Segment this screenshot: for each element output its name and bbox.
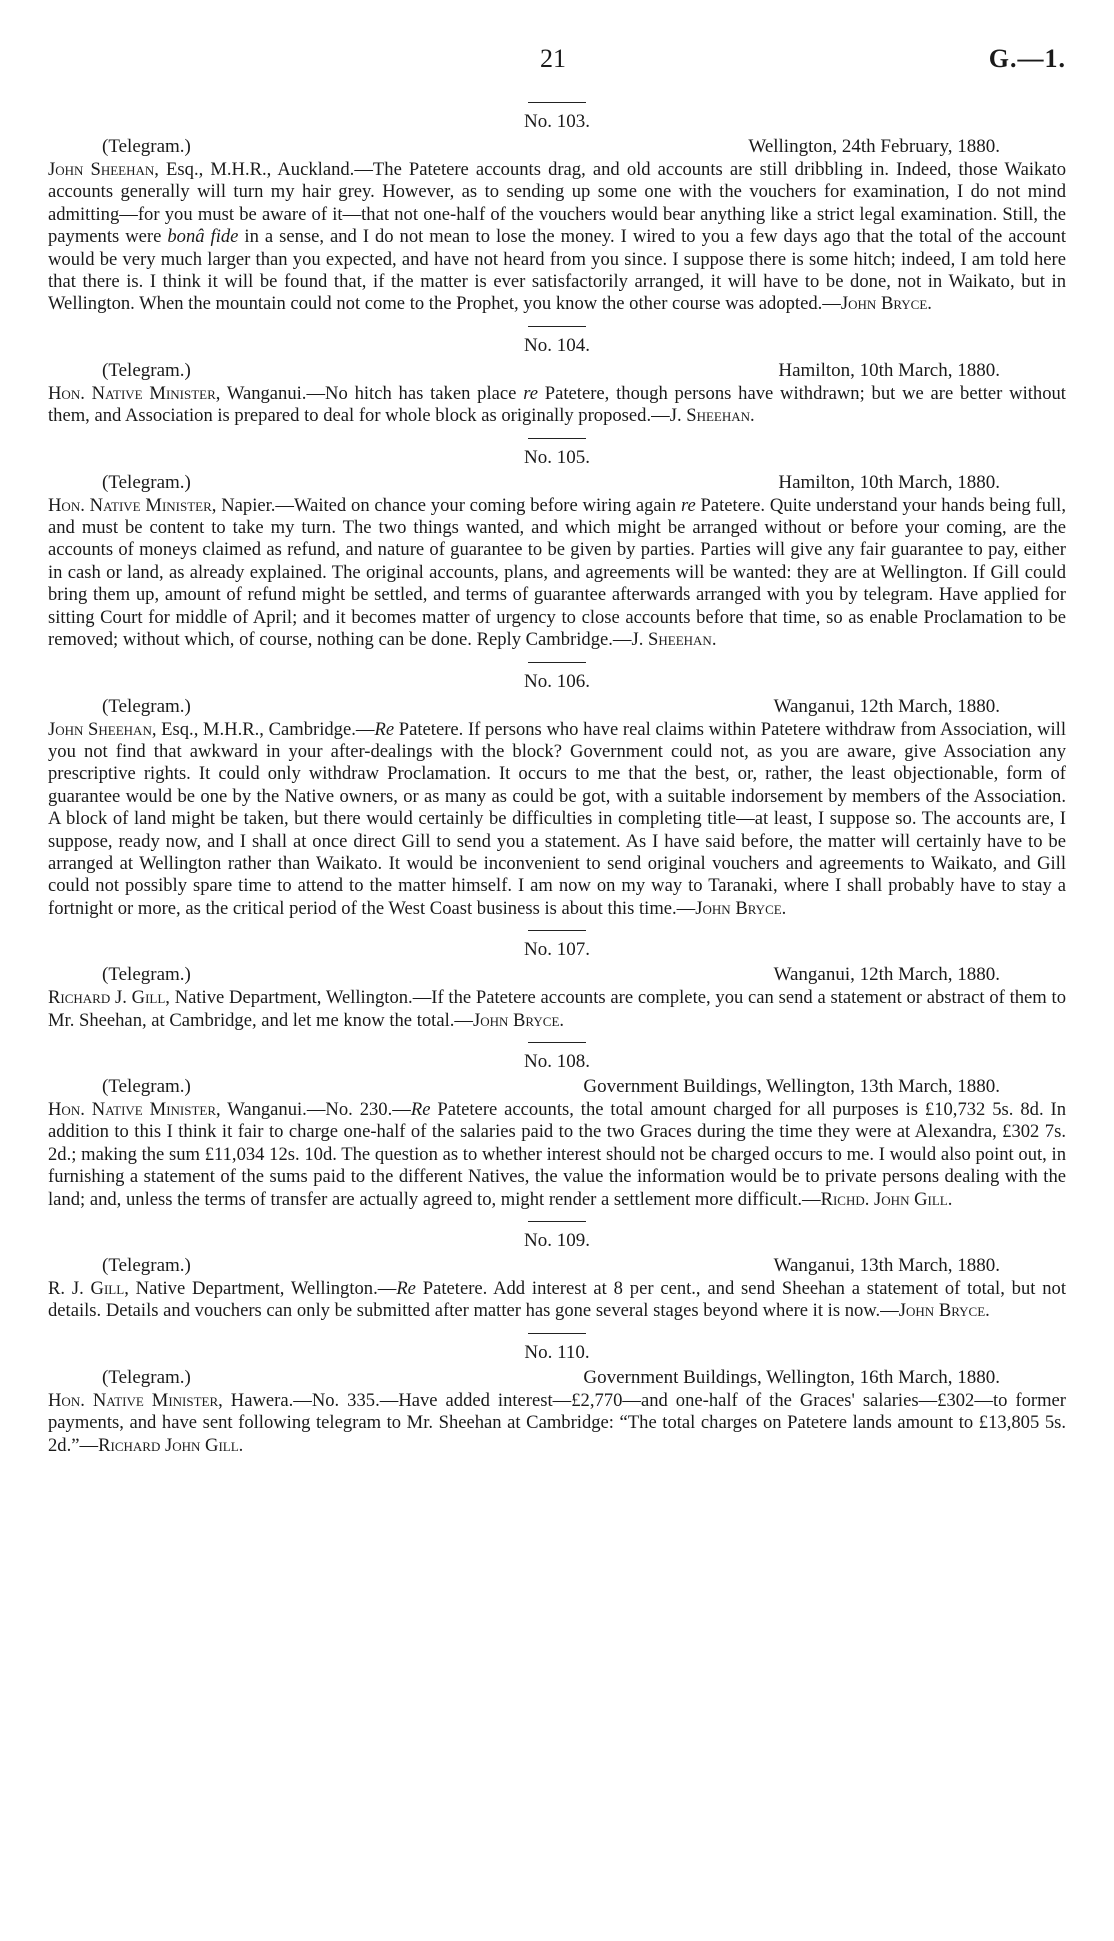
entry-place-date: Hamilton, 10th March, 1880.: [778, 359, 1000, 381]
entry-kind: (Telegram.): [102, 1255, 191, 1276]
entry-number: No. 110.: [524, 1341, 590, 1363]
entry-number: No. 105.: [524, 446, 590, 468]
italic-text: re: [523, 382, 538, 404]
entry-body: [48, 1278, 1066, 1323]
entry-number: No. 103.: [524, 111, 590, 132]
addressee: John Sheehan: [48, 159, 155, 180]
telegram-entry: [48, 102, 1066, 316]
entry-number: No. 106.: [524, 670, 590, 692]
telegram-entry: [48, 930, 1066, 1032]
entry-kind: (Telegram.): [102, 471, 191, 493]
addressee: Richard J. Gill: [48, 987, 166, 1009]
body-text: , Hawera.—No. 335.—Have added interest—£2,770—and one-half of the Graces' salaries—£302—to former payments, and have sent following telegram to Mr. Sheehan at Cambridge: “The total charges on Patetere lands amount to £13,805 5s. 2d.”—: [48, 1389, 1066, 1456]
signature: John Bryce.: [898, 1300, 990, 1322]
entry-kind: (Telegram.): [102, 136, 191, 157]
italic-text: Re: [374, 718, 395, 740]
entry-body: [48, 159, 1066, 316]
entry-heading: [48, 963, 1066, 987]
separator-rule: [528, 326, 586, 327]
page-header: [0, 36, 1114, 76]
separator-rule: [528, 930, 586, 931]
entry-place-date: Hamilton, 10th March, 1880.: [778, 471, 1000, 493]
telegram-entry: [48, 1042, 1066, 1211]
body-text: in a sense, and I do not mean to lose the money. I wired to you a few days ago that the total of the account would be very much larger than you expected, and have not heard from you since. I suppose there is some hitch; indeed, I am told here that there is. I think it will be found that, if the matter is ever satisfactorily arranged, it will have to be done, not in Waikato, but in Wellington. When the mountain could not come to the Prophet, you know the other course was adopted.—: [48, 226, 1067, 315]
entry-kind: (Telegram.): [102, 964, 191, 986]
addressee: Hon. Native Minister: [48, 1389, 219, 1411]
telegram-entry: [48, 1221, 1066, 1323]
telegram-entry: [48, 662, 1066, 921]
entry-heading: [48, 471, 1066, 495]
document-reference: G.—1.: [988, 44, 1066, 73]
entry-body: [48, 1099, 1066, 1211]
addressee: R. J. Gill: [48, 1278, 125, 1299]
separator-rule: [528, 1042, 586, 1043]
signature: Richd. John Gill.: [820, 1188, 953, 1210]
separator-rule: [528, 1333, 586, 1334]
signature: John Bryce.: [695, 897, 787, 919]
entry-heading: [48, 1366, 1066, 1390]
entry-body: [48, 987, 1066, 1032]
body-text: , Wanganui.—No. 230.—: [216, 1098, 411, 1120]
italic-text: re: [680, 494, 696, 516]
entry-heading: [48, 1075, 1066, 1099]
body-text: , Native Department, Wellington.—If the Patetere accounts are complete, you can send a statement or abstract of them to Mr. Sheehan, at Cambridge, and let me know the total.—: [48, 987, 1066, 1031]
signature: Richard John Gill.: [98, 1434, 244, 1456]
separator-rule: [528, 102, 586, 103]
signature: J. Sheehan.: [631, 629, 717, 651]
signature: John Bryce.: [840, 293, 932, 315]
signature: J. Sheehan.: [669, 405, 755, 427]
body-text: Patetere. Quite understand your hands being full, and must be content to take my turn. The two things wanted, and which might be arranged without or before your coming, are the accounts of moneys claimed as refund, and nature of guarantee to be given by parties. Parties will give any fair guarantee to pay, either in cash or land, as already explained. The original accounts, plans, and agreements will be wanted: they are at Wellington. If Gill could bring them up, amount of refund might be settled, and terms of guarantee afterwards arranged with you by telegram. Have applied for sitting Court for middle of April; and it becomes matter of urgency to close accounts before that time, so as enable Proclamation to be removed; without which, of course, nothing can be done. Reply Cambridge.—: [48, 494, 1066, 651]
telegram-list: [48, 92, 1066, 1457]
body-text: Patetere, though persons have withdrawn; but we are better without them, and Association is prepared to deal for whole block as originally proposed.—: [48, 382, 1066, 427]
body-text: , Napier.—Waited on chance your coming before wiring again: [211, 494, 681, 516]
italic-text: bonâ fide: [167, 226, 239, 248]
entry-place-date: Wellington, 24th February, 1880.: [748, 136, 1000, 157]
telegram-entry: [48, 326, 1066, 428]
body-text: , Native Department, Wellington.—: [124, 1278, 397, 1299]
entry-body: [48, 719, 1066, 921]
entry-place-date: Government Buildings, Wellington, 13th March, 1880.: [583, 1075, 1000, 1097]
body-text: Patetere. Add interest at 8 per cent., and send Sheehan a statement of total, but not details. Details and vouchers can only be submitted after matter has gone several stages beyond where it is now.—: [48, 1278, 1066, 1322]
entry-place-date: Government Buildings, Wellington, 16th March, 1880.: [583, 1366, 1000, 1388]
body-text: , Esq., M.H.R., Auckland.—The Patetere accounts drag, and old accounts are still dribbling in. Indeed, those Waikato accounts generally will turn my hair grey. However, as to sending up some one with the vouchers for examination, I do not mind admitting—for you must be aware of it—that not one-half of the vouchers would bear anything like a strict legal examination. Still, the payments were: [48, 159, 1067, 248]
entry-kind: (Telegram.): [102, 1366, 191, 1388]
entry-kind: (Telegram.): [102, 359, 191, 381]
body-text: , Esq., M.H.R., Cambridge.—: [151, 718, 375, 740]
signature: John Bryce.: [472, 1009, 565, 1031]
body-text: , Wanganui.—No hitch has taken place: [215, 382, 524, 404]
entry-place-date: Wanganui, 13th March, 1880.: [773, 1255, 1000, 1276]
addressee: Hon. Native Minister: [48, 1098, 217, 1120]
entry-number: No. 104.: [524, 334, 590, 356]
italic-text: Re: [396, 1278, 416, 1299]
addressee: John Sheehan: [48, 718, 152, 740]
entry-place-date: Wanganui, 12th March, 1880.: [773, 695, 1000, 717]
body-text: Patetere accounts, the total amount charged for all purposes is £10,732 5s. 8d. In addition to this I think it fair to charge one-half of the salaries paid to the two Graces during the time they were at Alexandra, £302 7s. 2d.; making the sum £11,034 12s. 10d. The question as to whether interest should not be charged occurs to me. I would also point out, in furnishing a statement of the sums paid to the different Natives, the value the information would be to private persons dealing with the land; and, unless the terms of transfer are actually agreed to, might render a settlement more difficult.—: [48, 1098, 1066, 1210]
separator-rule: [528, 438, 586, 439]
addressee: Hon. Native Minister: [48, 494, 212, 516]
page-number: 21: [540, 44, 566, 73]
entry-number: No. 107.: [524, 939, 590, 961]
italic-text: Re: [410, 1098, 431, 1120]
entry-heading: [48, 695, 1066, 719]
telegram-entry: [48, 1333, 1066, 1457]
entry-heading: [48, 359, 1066, 383]
entry-place-date: Wanganui, 12th March, 1880.: [773, 964, 1000, 986]
entry-heading: [48, 135, 1066, 159]
addressee: Hon. Native Minister: [48, 382, 216, 404]
telegram-entry: [48, 438, 1066, 652]
entry-heading: [48, 1254, 1066, 1278]
separator-rule: [528, 662, 586, 663]
separator-rule: [528, 1221, 586, 1222]
entry-number: No. 109.: [524, 1230, 590, 1251]
entry-body: [48, 495, 1066, 652]
body-text: Patetere. If persons who have real claims within Patetere withdraw from Association, will you not find that awkward in your after-dealings with the block? Government could not, as you are aware, give Association any prescriptive rights. It could only withdraw Proclamation. It occurs to me that the best, or, rather, the least objectionable, form of guarantee would be one by the Native owners, or as many as could be got, with a suitable indorsement by members of the Association. A block of land might be taken, but there would certainly be difficulties in completing title—at least, I suppose so. The accounts are, I suppose, ready now, and I shall at once direct Gill to send you a statement. As I have said before, the matter will certainly have to be arranged at Wellington rather than Waikato. It would be inconvenient to send original vouchers and agreements to Waikato, and Gill could not possibly spare time to attend to the matter himself. I am now on my way to Taranaki, where I shall probably have to stay a fortnight or more, as the critical period of the West Coast business is about this time.—: [48, 718, 1067, 919]
entry-kind: (Telegram.): [102, 695, 191, 717]
entry-number: No. 108.: [524, 1050, 590, 1072]
entry-body: [48, 1390, 1066, 1457]
entry-kind: (Telegram.): [102, 1075, 191, 1097]
entry-body: [48, 383, 1066, 428]
